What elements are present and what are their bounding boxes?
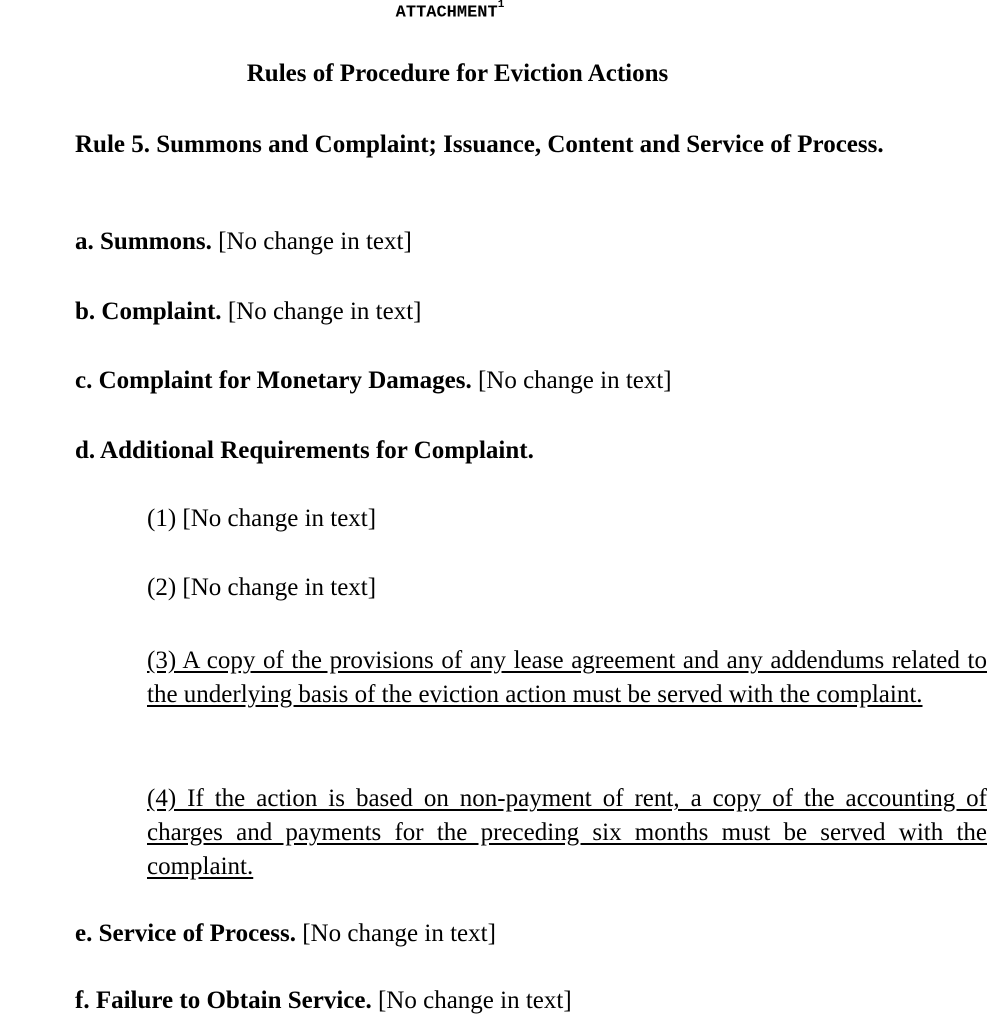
section-a-text: [No change in text] [211, 228, 412, 255]
section-d-label: d. Additional Requirements for Complaint. [75, 437, 534, 464]
section-f-label: f. Failure to Obtain Service. [75, 987, 372, 1014]
attachment-header [0, 2, 900, 23]
subsection-d1: (1) [No change in text] [147, 505, 377, 532]
section-a [75, 228, 412, 256]
footnote-marker: 1 [497, 0, 505, 11]
section-d [75, 437, 534, 465]
section-c-text: [No change in text] [471, 367, 672, 394]
subsection-d2: (2) [No change in text] [147, 574, 377, 601]
attachment-title: ATTACHMENT [395, 3, 498, 23]
section-b-label: b. Complaint. [75, 298, 222, 325]
section-e-text: [No change in text] [295, 920, 496, 947]
subsection-d4: (4) If the action is based on non-payment of rent, a copy of the accounting of charges and payments for the preceding six months must be served with the complaint. [147, 785, 987, 880]
section-b-text: [No change in text] [221, 298, 422, 325]
section-b [75, 298, 422, 326]
section-e-label: e. Service of Process. [75, 920, 296, 947]
document-title: Rules of Procedure for Eviction Actions [246, 60, 669, 87]
rule-heading: Rule 5. Summons and Complaint; Issuance, Content and Service of Process. [75, 131, 884, 158]
section-f [75, 987, 572, 1015]
section-e [75, 920, 496, 948]
subsection-d3: (3) A copy of the provisions of any lease agreement and any addendums related to the underlying basis of the eviction action must be served with the complaint. [147, 647, 987, 708]
section-a-label: a. Summons. [75, 228, 212, 255]
section-c [75, 367, 672, 395]
section-f-text: [No change in text] [371, 987, 572, 1014]
section-c-label: c. Complaint for Monetary Damages. [75, 367, 472, 394]
